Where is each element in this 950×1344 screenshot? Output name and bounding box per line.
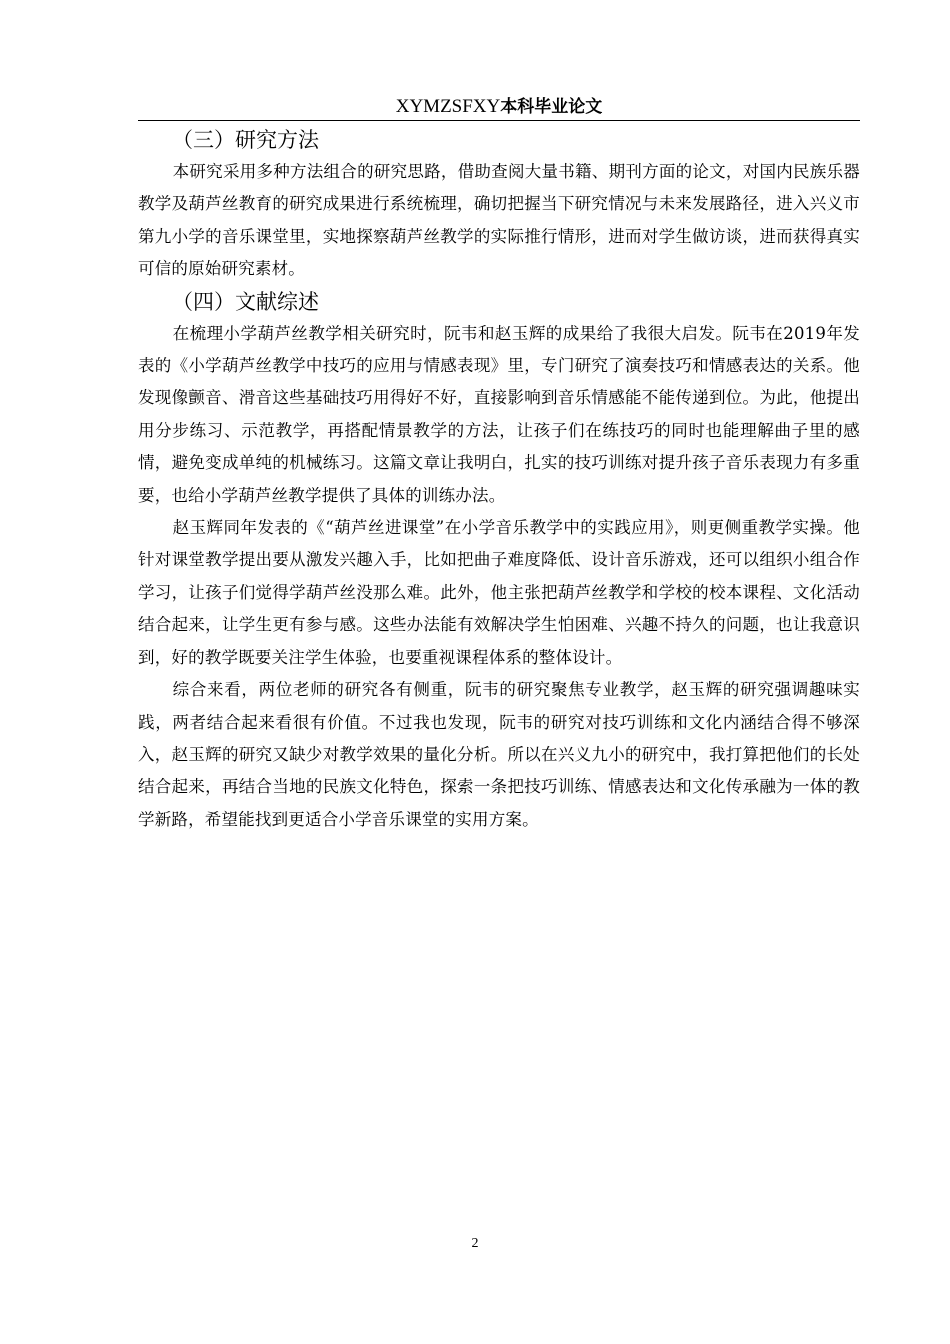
page-header xyxy=(138,92,860,121)
document-body xyxy=(138,124,860,836)
page-number: 2 xyxy=(471,1236,479,1251)
header-code: XYMZSFXY xyxy=(395,96,501,117)
methods-paragraph: 本研究采用多种方法组合的研究思路，借助查阅大量书籍、期刊方面的论文，对国内民族乐器教学及葫芦丝教育的研究成果进行系统梳理，确切把握当下研究情况与未来发展路径，进入兴义市第九小学的音乐课堂里，实地探察葫芦丝教学的实际推行情形，进而对学生做访谈，进而获得真实可信的原始研究素材。 xyxy=(138,162,860,279)
section-heading-methods: （三）研究方法 xyxy=(172,128,319,152)
literature-paragraph-1: 在梳理小学葫芦丝教学相关研究时，阮韦和赵玉辉的成果给了我很大启发。阮韦在2019年发表的《小学葫芦丝教学中技巧的应用与情感表现》里，专门研究了演奏技巧和情感表达的关系。他发现像颤音、滑音这些基础技巧用得好不好，直接影响到音乐情感能不能传递到位。为此，他提出用分步练习、示范教学，再搭配情景教学的方法，让孩子们在练技巧的同时也能理解曲子里的感情，避免变成单纯的机械练习。这篇文章让我明白，扎实的技巧训练对提升孩子音乐表现力有多重要，也给小学葫芦丝教学提供了具体的训练办法。 xyxy=(138,323,860,505)
header-label: 本科毕业论文 xyxy=(500,97,603,117)
literature-paragraph-3: 综合来看，两位老师的研究各有侧重，阮韦的研究聚焦专业教学，赵玉辉的研究强调趣味实践，两者结合起来看很有价值。不过我也发现，阮韦的研究对技巧训练和文化内涵结合得不够深入，赵玉辉的研究又缺少对教学效果的量化分析。所以在兴义九小的研究中，我打算把他们的长处结合起来，再结合当地的民族文化特色，探索一条把技巧训练、情感表达和文化传承融为一体的教学新路，希望能找到更适合小学音乐课堂的实用方案。 xyxy=(138,680,860,829)
section-heading-literature-review: （四）文献综述 xyxy=(172,289,319,314)
literature-paragraph-2: 赵玉辉同年发表的《“葫芦丝进课堂”在小学音乐教学中的实践应用》，则更侧重教学实操。他针对课堂教学提出要从激发兴趣入手，比如把曲子难度降低、设计音乐游戏，还可以组织小组合作学习，让孩子们觉得学葫芦丝没那么难。此外，他主张把葫芦丝教学和学校的校本课程、文化活动结合起来，让学生更有参与感。这些办法能有效解决学生怕困难、兴趣不持久的问题，也让我意识到，好的教学既要关注学生体验，也要重视课程体系的整体设计。 xyxy=(138,518,860,667)
